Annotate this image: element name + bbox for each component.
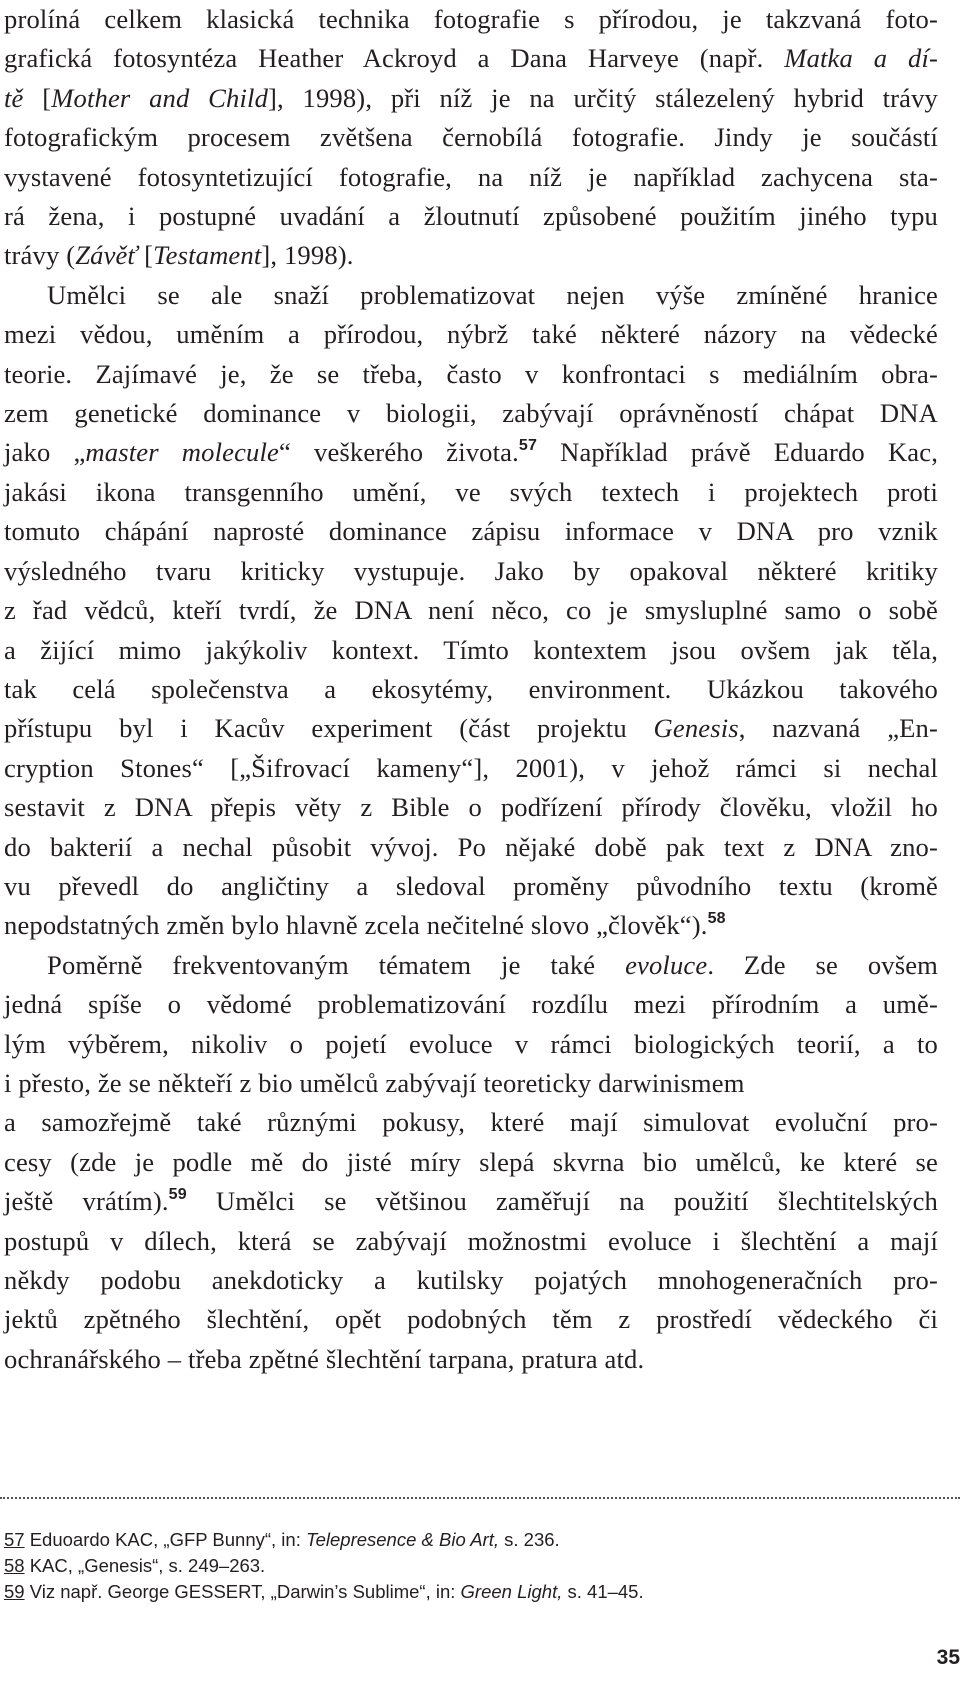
italic-text: tě xyxy=(4,82,24,113)
text-run: tak celá společenstva a ekosytémy, environment. Ukázkou takového xyxy=(4,673,938,704)
text-run: prolíná celkem klasická technika fotografie s přírodou, je takzvaná foto- xyxy=(4,4,938,34)
text-run: Eduoardo KAC, „GFP Bunny“, in: xyxy=(24,1529,306,1550)
italic-text: Telepresence & Bio Art, xyxy=(305,1529,499,1550)
text-run: a žijící mimo jakýkoliv kontext. Tímto kontextem jsou ovšem jak těla, xyxy=(4,634,938,665)
text-run: trávy ( xyxy=(4,240,76,271)
italic-text: Závěť xyxy=(75,240,138,271)
text-run: nepodstatných změn bylo hlavně zcela nečitelné slovo „člověk“). xyxy=(4,910,708,941)
text-run: “ veškerého života. xyxy=(278,437,519,468)
text-line xyxy=(4,828,938,867)
text-line xyxy=(4,1182,938,1221)
text-run: ochranářského – třeba zpětné šlechtění tarpana, pratura atd. xyxy=(4,1343,645,1374)
text-run: s. 41–45. xyxy=(562,1581,644,1602)
text-line xyxy=(4,1143,938,1182)
text-line xyxy=(4,552,938,591)
text-line xyxy=(4,1340,938,1379)
footnote-reference[interactable]: 58 xyxy=(707,910,726,928)
text-run: ], 1998), při níž je na určitý stálezelený hybrid trávy xyxy=(268,82,938,113)
text-run: . Zde se ovšem xyxy=(707,949,939,980)
text-line xyxy=(4,236,938,275)
text-line xyxy=(4,39,938,78)
footnote-reference[interactable]: 59 xyxy=(168,1186,187,1203)
text-line xyxy=(4,158,938,197)
text-line xyxy=(4,867,938,906)
text-run: tomuto chápání naprosté dominance zápisu informace v DNA pro vznik xyxy=(4,516,938,547)
text-run: a samozřejmě také různými pokusy, které mají simulovat evoluční pro- xyxy=(4,1107,938,1138)
text-run: z řad vědců, kteří tvrdí, že DNA není něco, co je smysluplné samo o sobě xyxy=(4,595,938,626)
text-line xyxy=(4,709,938,748)
text-line xyxy=(4,79,938,118)
text-run: zem genetické dominance v biologii, zabývají oprávněností chápat DNA xyxy=(4,398,938,429)
italic-text: master molecule xyxy=(85,437,279,468)
text-line xyxy=(4,631,938,670)
page-number: 35 xyxy=(936,1646,960,1669)
text-run: ], 1998). xyxy=(261,240,354,271)
text-line xyxy=(4,985,938,1024)
text-run: Umělci se většinou zaměřují na použití šlechtitelských xyxy=(186,1186,938,1217)
text-line xyxy=(4,1025,938,1064)
text-run: ještě vrátím). xyxy=(4,1186,169,1217)
text-line xyxy=(4,118,938,157)
text-run: jakási ikona transgenního umění, ve svých textech i projektech proti xyxy=(4,476,938,507)
text-run: jako „ xyxy=(4,437,86,468)
text-run: cesy (zde je podle mě do jisté míry slepá skvrna bio umělců, ke které se xyxy=(4,1146,938,1177)
text-run: lým výběrem, nikoliv o pojetí evoluce v rámci biologických teorií, a to xyxy=(4,1028,938,1059)
text-run: jedná spíše o vědomé problematizování rozdílu mezi přírodním a umě- xyxy=(4,989,938,1020)
text-line xyxy=(4,197,938,236)
text-run: Například právě Eduardo Kac, xyxy=(537,437,939,468)
text-line xyxy=(4,906,938,945)
text-run: vystavené fotosyntetizující fotografie, na níž je například zachycena sta- xyxy=(4,161,938,192)
text-line xyxy=(4,394,938,433)
footnote-number-link[interactable]: 57 xyxy=(4,1529,25,1550)
italic-text: Green Light, xyxy=(460,1581,563,1602)
footnote xyxy=(4,1553,934,1579)
text-run: , nazvaná „En- xyxy=(738,713,939,744)
text-run: s. 236. xyxy=(498,1529,560,1550)
text-line xyxy=(4,512,938,551)
italic-text: Genesis xyxy=(653,713,739,744)
footnote-reference[interactable]: 57 xyxy=(518,437,538,455)
text-run: Umělci se ale snaží problematizovat nejen výše zmíněné hranice xyxy=(47,279,938,310)
text-line xyxy=(4,788,938,827)
text-run: [ xyxy=(137,240,154,271)
text-run: jektů zpětného šlechtění, opět podobných těm z prostředí vědeckého či xyxy=(4,1304,938,1335)
text-run: Poměrně frekventovaným tématem je také xyxy=(47,949,626,980)
text-run: KAC, „Genesis“, s. 249–263. xyxy=(24,1555,266,1576)
text-run: mezi vědou, uměním a přírodou, nýbrž také některé názory na vědecké xyxy=(4,319,938,350)
italic-text: evoluce xyxy=(625,949,708,980)
body-text xyxy=(4,0,938,1379)
italic-text: Matka a dí- xyxy=(784,43,939,74)
text-run: výsledného tvaru kriticky vystupuje. Jako by opakoval některé kritiky xyxy=(4,555,938,586)
text-run: [ xyxy=(23,82,52,113)
text-run: teorie. Zajímavé je, že se třeba, často v konfrontaci s mediálním obra- xyxy=(4,358,938,389)
text-run: cryption Stones“ [„Šifrovací kameny“], 2001), v jehož rámci si nechal xyxy=(4,752,938,783)
italic-text: Testament xyxy=(153,240,262,271)
footnotes xyxy=(4,1527,934,1605)
footnote-divider xyxy=(0,1497,960,1499)
text-run: rá žena, i postupné uvadání a žloutnutí způsobené použitím jiného typu xyxy=(4,201,938,232)
text-line xyxy=(4,749,938,788)
text-line xyxy=(4,1300,938,1339)
text-line xyxy=(4,276,938,315)
text-run: Viz např. George GESSERT, „Darwin’s Sublime“, in: xyxy=(24,1581,461,1602)
text-line xyxy=(4,670,938,709)
text-run: postupů v dílech, která se zabývají možnostmi evoluce i šlechtění a mají xyxy=(4,1225,938,1256)
text-line xyxy=(4,1222,938,1261)
italic-text: Mother and Child xyxy=(51,82,269,113)
text-run: i přesto, že se někteří z bio umělců zabývají teoreticky darwinismem xyxy=(4,1067,745,1098)
footnote xyxy=(4,1579,934,1605)
text-line xyxy=(4,473,938,512)
text-line xyxy=(4,315,938,354)
text-line xyxy=(4,1103,938,1142)
text-run: vu převedl do angličtiny a sledoval proměny původního textu (kromě xyxy=(4,870,938,901)
text-run: někdy podobu anekdoticky a kutilsky pojatých mnohogeneračních pro- xyxy=(4,1265,938,1295)
text-line xyxy=(4,355,938,394)
text-line xyxy=(4,591,938,630)
text-run: sestavit z DNA přepis věty z Bible o podřízení přírody člověku, vložil ho xyxy=(4,792,938,823)
text-run: přístupu byl i Kacův experiment (část projektu xyxy=(4,713,654,744)
text-run: do bakterií a nechal působit vývoj. Po nějaké době pak text z DNA zno- xyxy=(4,831,938,862)
footnote xyxy=(4,1527,934,1553)
footnote-number-link[interactable]: 58 xyxy=(4,1555,25,1576)
text-run: grafická fotosyntéza Heather Ackroyd a Dana Harveye (např. xyxy=(4,43,785,74)
footnote-number-link[interactable]: 59 xyxy=(4,1581,25,1602)
text-line xyxy=(4,1064,938,1103)
text-run: fotografickým procesem zvětšena černobílá fotografie. Jindy je součástí xyxy=(4,122,938,153)
text-line xyxy=(4,433,938,472)
text-line xyxy=(4,946,938,985)
text-line xyxy=(4,1261,938,1300)
text-line xyxy=(4,0,938,39)
